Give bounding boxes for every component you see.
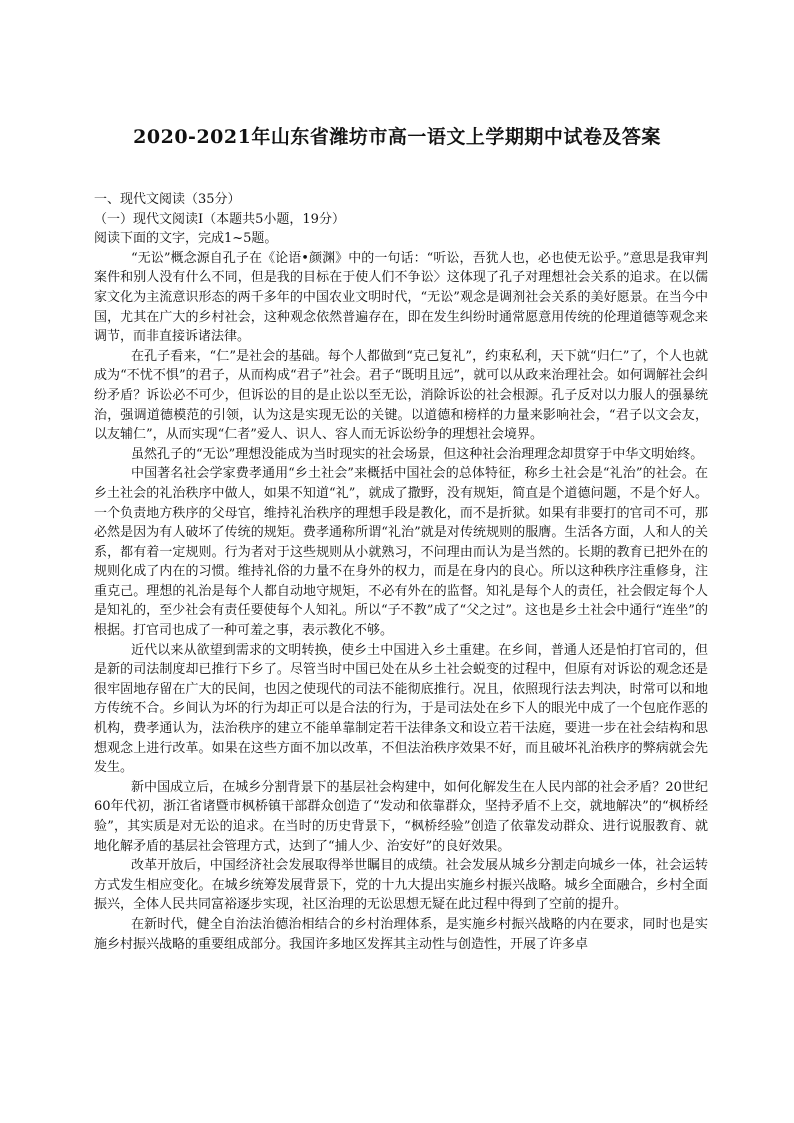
document-body xyxy=(94,190,708,954)
paragraph: 在新时代，健全自治法治德治相结合的乡村治理体系，是实施乡村振兴战略的内在要求，同时也是实施乡村振兴战略的重要组成部分。我国许多地区发挥其主动性与创造性，开展了许多卓 xyxy=(94,916,708,952)
section-heading: 一、现代文阅读（35分） xyxy=(94,192,241,207)
document-title: 2020-2021年山东省潍坊市高一语文上学期期中试卷及答案 xyxy=(133,126,661,148)
paragraph: 新中国成立后，在城乡分割背景下的基层社会构建中，如何化解发生在人民内部的社会矛盾？20世纪60年代初，浙江省诸暨市枫桥镇干部群众创造了“发动和依靠群众，坚持矛盾不上交，就地解决”的“枫桥经验”，其实质是对无讼的追求。在当时的历史背景下，“枫桥经验”创造了依靠发动群众、进行说服教育、就地化解矛盾的基层社会管理方式，达到了“捕人少、治安好”的良好效果。 xyxy=(94,779,708,854)
sub-section-heading: （一）现代文阅读Ⅰ（本题共5小题，19分） xyxy=(94,211,345,227)
paragraph: 在孔子看来，“仁”是社会的基础。每个人都做到“克己复礼”，约束私利，天下就“归仁”了，个人也就成为“不忧不惧”的君子，从而构成“君子”社会。君子“既明且远”，就可以从政来治理社会。如何调解社会纠纷矛盾？诉讼必不可少，但诉讼的目的是止讼以至无讼，消除诉讼的社会根源。孔子反对以力服人的强暴统治，强调道德模范的引领，认为这是实现无讼的关键。以道德和榜样的力量来影响社会，“君子以文会友，以友辅仁”，从而实现“仁者”爱人、识人、容人而无诉讼纷争的理想社会境界。 xyxy=(94,348,708,443)
paragraph: 虽然孔子的“无讼”理想没能成为当时现实的社会场景，但这种社会治理理念却贯穿于中华文明始终。 xyxy=(131,446,704,462)
paragraph: 近代以来从欲望到需求的文明转换，使乡土中国进入乡土重建。在乡间，普通人还是怕打官司的，但是新的司法制度却已推行下乡了。尽管当时中国已处在从乡土社会蜕变的过程中，但原有对诉讼的观念还是很牢固地存留在广大的民间，也因之使现代的司法不能彻底推行。况且，依照现行法去判决，时常可以和地方传统不合。乡间认为坏的行为却正可以是合法的行为，于是司法处在乡下人的眼光中成了一个包庇作恶的机构，费孝通认为，法治秩序的建立不能单靠制定若干法律条文和设立若干法庭，要进一步在社会结构和思想观念上进行改革。如果在这些方面不加以改革，不但法治秩序效果不好，而且破坏礼治秩序的弊病就会先发生。 xyxy=(94,642,708,776)
paragraph: 中国著名社会学家费孝通用“乡土社会”来概括中国社会的总体特征，称乡土社会是“礼治”的社会。在乡土社会的礼治秩序中做人，如果不知道“礼”，就成了撒野，没有规矩，简直是个道德问题，不是个好人。一个负责地方秩序的父母官，维持礼治秩序的理想手段是教化，而不是折狱。如果有非要打的官司不可，那必然是因为有人破坏了传统的规矩。费孝通称所谓“礼治”就是对传统规则的服膺。生活各方面，人和人的关系，都有着一定规则。行为者对于这些规则从小就熟习，不问理由而认为是当然的。长期的教育已把外在的规则化成了内在的习惯。维持礼俗的力量不在身外的权力，而是在身内的良心。所以这种秩序注重修身，注重克己。理想的礼治是每个人都自动地守规矩，不必有外在的监督。知礼是每个人的责任，社会假定每个人是知礼的，至少社会有责任要使每个人知礼。所以“子不教”成了“父之过”。这也是乡土社会中通行“连坐”的根据。打官司也成了一种可羞之事，表示教化不够。 xyxy=(94,466,708,639)
paragraph: 改革开放后，中国经济社会发展取得举世瞩目的成绩。社会发展从城乡分割走向城乡一体，社会运转方式发生相应变化。在城乡统筹发展背景下，党的十九大提出实施乡村振兴战略。城乡全面融合，乡村全面振兴，全体人民共同富裕逐步实现，社区治理的无讼思想无疑在此过程中得到了空前的提升。 xyxy=(94,858,708,913)
reading-instruction: 阅读下面的文字，完成1~5题。 xyxy=(94,231,278,247)
paragraph: “无讼”概念源自孔子在《论语•颜渊》中的一句话：“听讼，吾犹人也，必也使无讼乎。”意思是我审判案件和别人没有什么不同，但是我的目标在于使人们不争讼〉这体现了孔子对理想社会关系的追求。在以儒家文化为主流意识形态的两千多年的中国农业文明时代，“无讼”观念是调剂社会关系的美好愿景。在当今中国，尤其在广大的乡村社会，这种观念依然普遍存在，即在发生纠纷时通常愿意用传统的伦理道德等观念来调节，而非直接诉诸法律。 xyxy=(94,250,708,345)
